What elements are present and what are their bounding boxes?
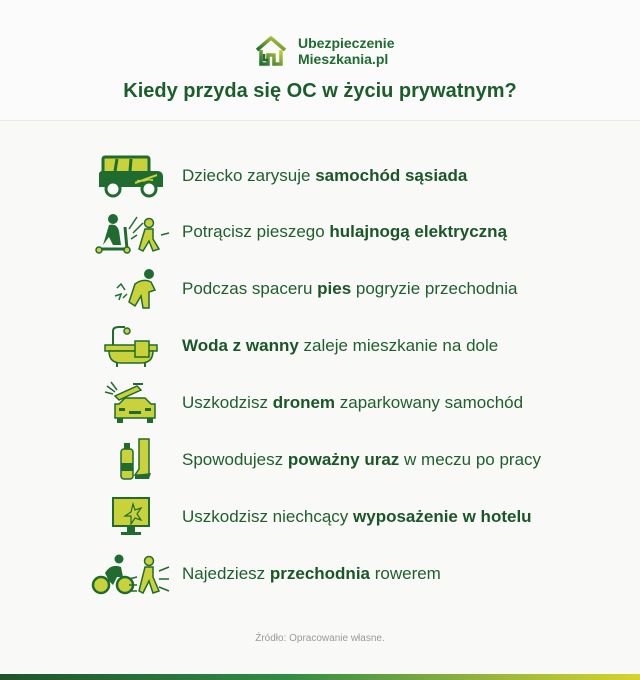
list-item <box>0 492 640 542</box>
item-label: Woda z wanny zaleje mieszkanie na dole <box>182 336 499 355</box>
bicycle-pedestrian-icon <box>88 549 174 599</box>
list-item <box>0 151 640 201</box>
item-label: Dziecko zarysuje samochód sąsiada <box>182 166 468 185</box>
list-item <box>0 207 640 257</box>
logo-line2: Mieszkania.pl <box>298 51 389 67</box>
dog-bite-icon <box>88 264 174 314</box>
footer-gradient-bar <box>0 674 640 680</box>
item-label: Uszkodzisz niechcący wyposażenie w hotelu <box>182 507 532 526</box>
list-item <box>0 549 640 599</box>
list-item <box>0 321 640 371</box>
car-scratch-icon <box>88 151 174 201</box>
drone-car-icon <box>88 378 174 428</box>
broken-tv-icon <box>88 492 174 542</box>
bathtub-icon <box>88 321 174 371</box>
item-label: Najedziesz przechodnia rowerem <box>182 564 441 583</box>
list-item <box>0 378 640 428</box>
list-item <box>0 435 640 485</box>
scooter-pedestrian-icon <box>88 207 174 257</box>
page-title: Kiedy przyda się OC w życiu prywatnym? <box>123 80 517 102</box>
item-label: Uszkodzisz dronem zaparkowany samochód <box>182 393 524 412</box>
header <box>0 0 640 121</box>
sport-injury-icon <box>88 435 174 485</box>
logo[interactable] <box>254 34 394 68</box>
source-note: Źródło: Opracowanie własne. <box>255 633 385 644</box>
item-label: Podczas spaceru pies pogryzie przechodnia <box>182 279 518 298</box>
list-item <box>0 264 640 314</box>
item-label: Potrącisz pieszego hulajnogą elektryczną <box>182 222 508 241</box>
house-icon <box>254 34 288 68</box>
logo-line1: Ubezpieczenie <box>298 35 395 51</box>
item-label: Spowodujesz poważny uraz w meczu po pracy <box>182 450 542 469</box>
